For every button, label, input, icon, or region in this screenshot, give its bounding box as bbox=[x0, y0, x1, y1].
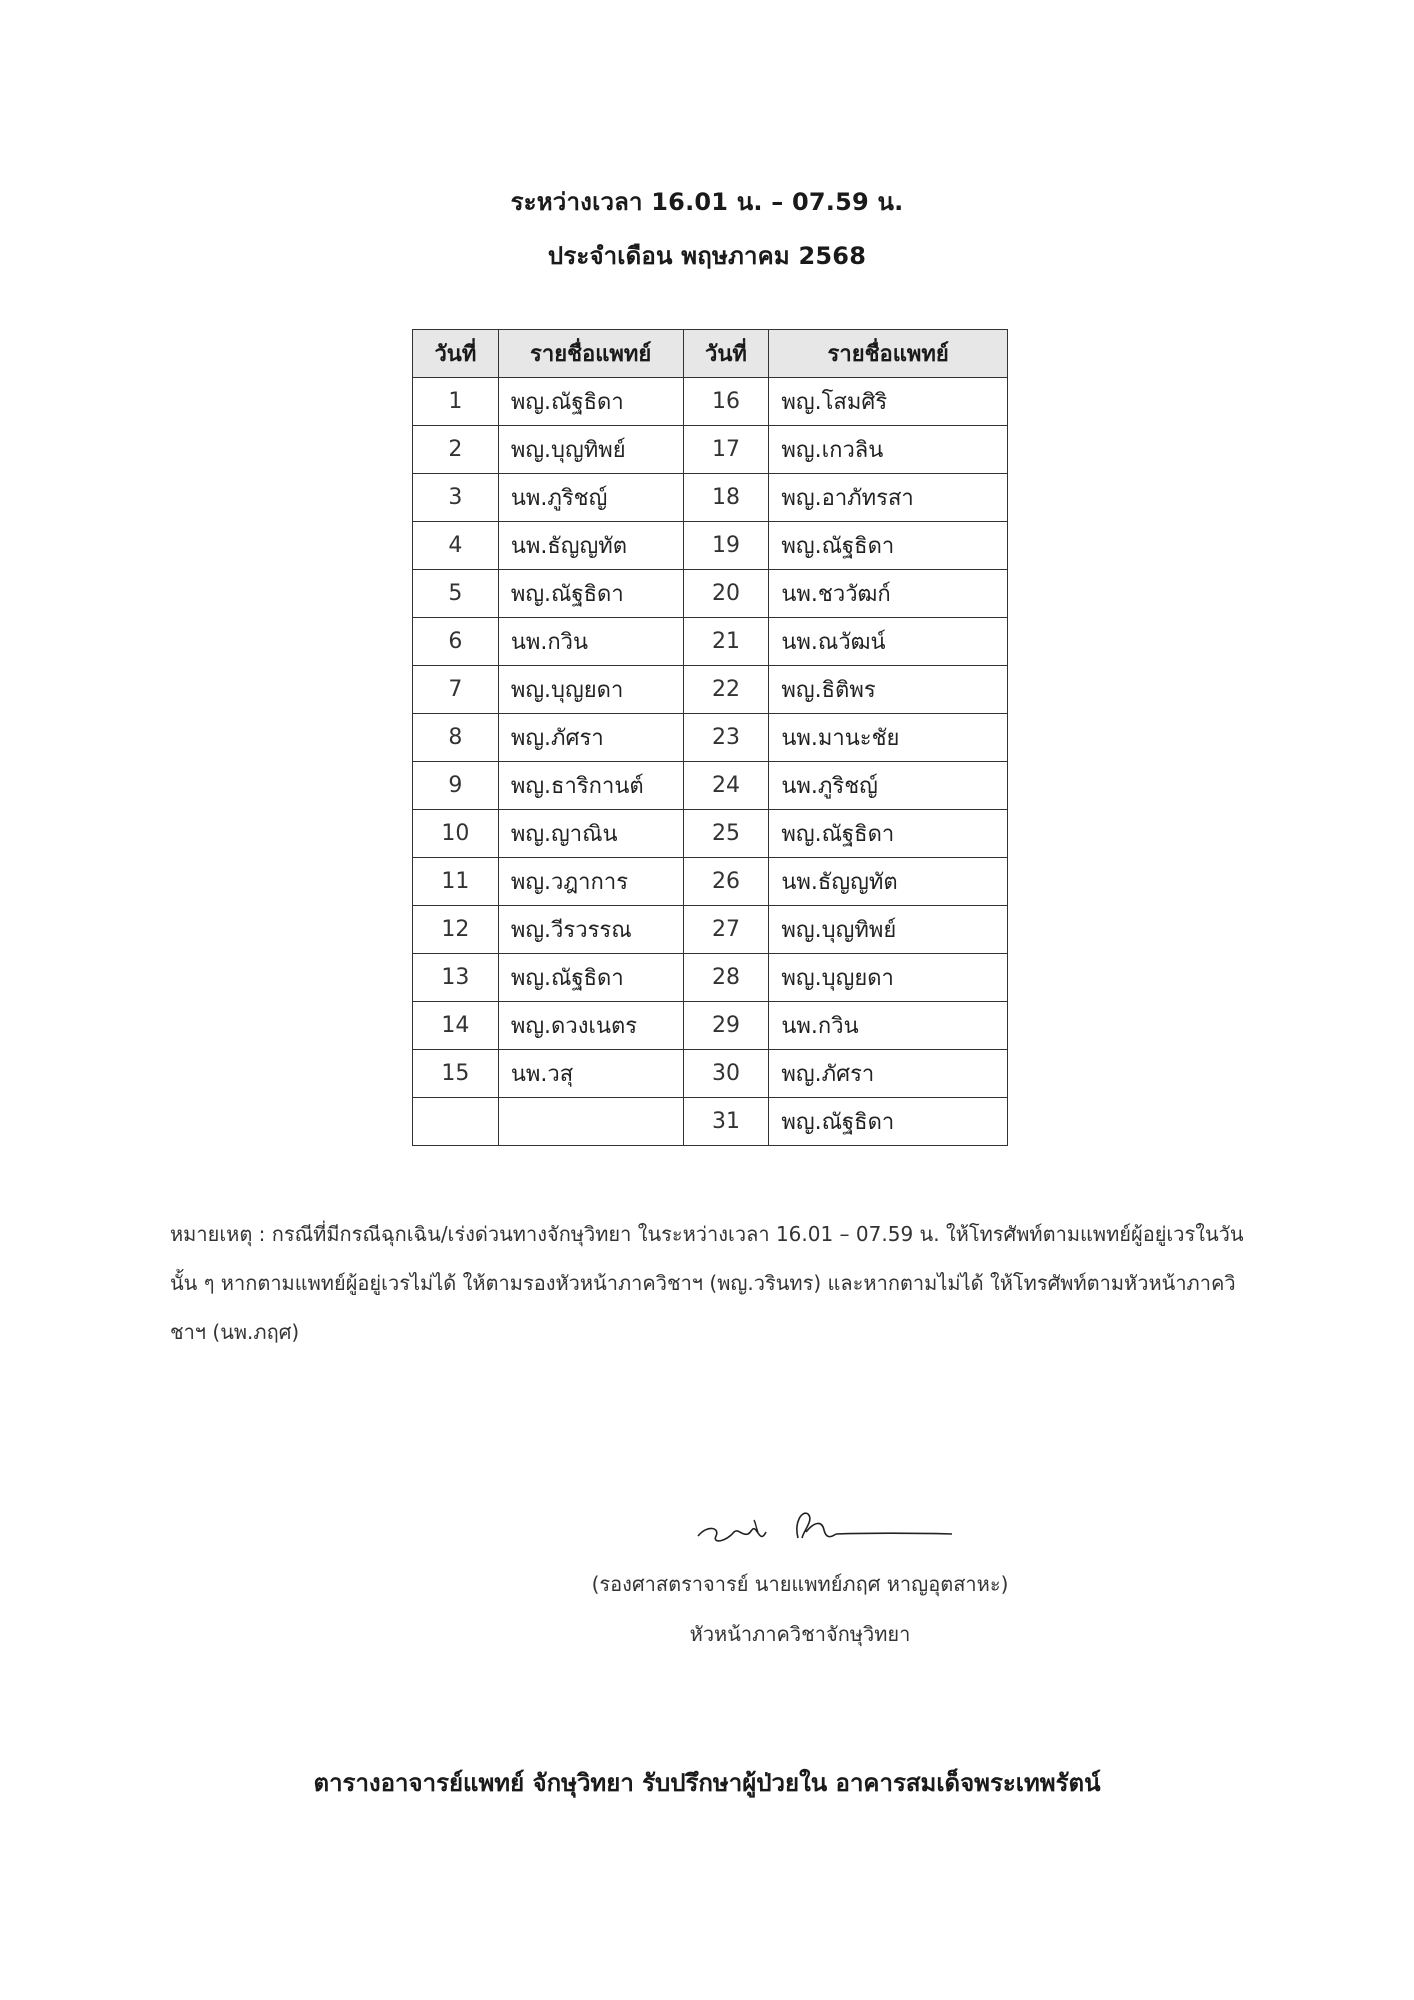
day-cell: 10 bbox=[413, 810, 499, 858]
doctor-name-cell: นพ.วสุ bbox=[498, 1050, 683, 1098]
day-cell: 13 bbox=[413, 954, 499, 1002]
day-cell bbox=[413, 1098, 499, 1146]
day-cell: 6 bbox=[413, 618, 499, 666]
doctor-name-cell: นพ.กวิน bbox=[498, 618, 683, 666]
table-row bbox=[413, 666, 1008, 714]
day-cell: 12 bbox=[413, 906, 499, 954]
table-row bbox=[413, 714, 1008, 762]
table-row bbox=[413, 522, 1008, 570]
day-cell: 28 bbox=[683, 954, 769, 1002]
doctor-name-cell: พญ.ภัศรา bbox=[498, 714, 683, 762]
doctor-name-cell: นพ.ธัญญทัต bbox=[769, 858, 1008, 906]
day-cell: 1 bbox=[413, 378, 499, 426]
header-doctor-left: รายชื่อแพทย์ bbox=[498, 330, 683, 378]
title-month: ประจำเดือน พฤษภาคม 2568 bbox=[547, 242, 867, 270]
doctor-name-cell: นพ.มานะชัย bbox=[769, 714, 1008, 762]
doctor-name-cell: พญ.ณัฐธิดา bbox=[769, 810, 1008, 858]
day-cell: 19 bbox=[683, 522, 769, 570]
table-row bbox=[413, 1002, 1008, 1050]
table-row bbox=[413, 474, 1008, 522]
table-row bbox=[413, 378, 1008, 426]
day-cell: 2 bbox=[413, 426, 499, 474]
duty-roster-table bbox=[412, 329, 1008, 1146]
doctor-name-cell: นพ.ภูริชญ์ bbox=[769, 762, 1008, 810]
signatory-name: (รองศาสตราจารย์ นายแพทย์ภฤศ หาญอุตสาหะ) bbox=[591, 1572, 1009, 1596]
day-cell: 3 bbox=[413, 474, 499, 522]
day-cell: 20 bbox=[683, 570, 769, 618]
day-cell: 31 bbox=[683, 1098, 769, 1146]
day-cell: 16 bbox=[683, 378, 769, 426]
title-time-range: ระหว่างเวลา 16.01 น. – 07.59 น. bbox=[510, 188, 904, 216]
doctor-name-cell: พญ.ณัฐธิดา bbox=[498, 954, 683, 1002]
day-cell: 5 bbox=[413, 570, 499, 618]
table-row bbox=[413, 906, 1008, 954]
footer-title: ตารางอาจารย์แพทย์ จักษุวิทยา รับปรึกษาผู้ป่วยใน อาคารสมเด็จพระเทพรัตน์ bbox=[313, 1769, 1101, 1797]
day-cell: 24 bbox=[683, 762, 769, 810]
day-cell: 15 bbox=[413, 1050, 499, 1098]
day-cell: 21 bbox=[683, 618, 769, 666]
doctor-name-cell: พญ.ณัฐธิดา bbox=[498, 378, 683, 426]
header-day-left: วันที่ bbox=[413, 330, 499, 378]
day-cell: 17 bbox=[683, 426, 769, 474]
doctor-name-cell: พญ.วีรวรรณ bbox=[498, 906, 683, 954]
day-cell: 22 bbox=[683, 666, 769, 714]
header-day-right: วันที่ bbox=[683, 330, 769, 378]
doctor-name-cell: นพ.ธัญญทัต bbox=[498, 522, 683, 570]
day-cell: 7 bbox=[413, 666, 499, 714]
doctor-name-cell: พญ.ณัฐธิดา bbox=[769, 1098, 1008, 1146]
doctor-name-cell: นพ.ชววัฒก์ bbox=[769, 570, 1008, 618]
doctor-name-cell: พญ.บุญยดา bbox=[498, 666, 683, 714]
table-row bbox=[413, 426, 1008, 474]
table-header-row bbox=[413, 330, 1008, 378]
doctor-name-cell: พญ.บุญทิพย์ bbox=[769, 906, 1008, 954]
table-row bbox=[413, 570, 1008, 618]
table-row bbox=[413, 954, 1008, 1002]
day-cell: 11 bbox=[413, 858, 499, 906]
doctor-name-cell: พญ.ดวงเนตร bbox=[498, 1002, 683, 1050]
doctor-name-cell: พญ.ณัฐธิดา bbox=[498, 570, 683, 618]
doctor-name-cell: พญ.วฎาการ bbox=[498, 858, 683, 906]
header-doctor-right: รายชื่อแพทย์ bbox=[769, 330, 1008, 378]
doctor-name-cell: พญ.บุญทิพย์ bbox=[498, 426, 683, 474]
doctor-name-cell: พญ.ธาริกานต์ bbox=[498, 762, 683, 810]
doctor-name-cell: พญ.ญาณิน bbox=[498, 810, 683, 858]
table-row bbox=[413, 762, 1008, 810]
doctor-name-cell: นพ.ภูริชญ์ bbox=[498, 474, 683, 522]
day-cell: 25 bbox=[683, 810, 769, 858]
day-cell: 29 bbox=[683, 1002, 769, 1050]
doctor-name-cell: นพ.ณวัฒน์ bbox=[769, 618, 1008, 666]
handwritten-signature bbox=[690, 1502, 960, 1554]
day-cell: 18 bbox=[683, 474, 769, 522]
day-cell: 26 bbox=[683, 858, 769, 906]
table-row bbox=[413, 858, 1008, 906]
doctor-name-cell bbox=[498, 1098, 683, 1146]
day-cell: 27 bbox=[683, 906, 769, 954]
day-cell: 30 bbox=[683, 1050, 769, 1098]
doctor-name-cell: พญ.โสมศิริ bbox=[769, 378, 1008, 426]
doctor-name-cell: พญ.บุญยดา bbox=[769, 954, 1008, 1002]
remark-note: หมายเหตุ : กรณีที่มีกรณีฉุกเฉิน/เร่งด่วนทางจักษุวิทยา ในระหว่างเวลา 16.01 – 07.59 น. ให้โทรศัพท์ตามแพทย์ผู้อยู่เวรในวันนั้น ๆ หากตามแพทย์ผู้อยู่เวรไม่ได้ ให้ตามรองหัวหน้าภาควิชาฯ (พญ.วรินทร) และหากตามไม่ได้ ให้โทรศัพท์ตามหัวหน้าภาควิชาฯ (นพ.ภฤศ) bbox=[170, 1222, 1244, 1344]
table-body bbox=[413, 378, 1008, 1146]
table-row bbox=[413, 1098, 1008, 1146]
table-row bbox=[413, 810, 1008, 858]
doctor-name-cell: พญ.อาภัทรสา bbox=[769, 474, 1008, 522]
doctor-name-cell: นพ.กวิน bbox=[769, 1002, 1008, 1050]
table-row bbox=[413, 1050, 1008, 1098]
day-cell: 14 bbox=[413, 1002, 499, 1050]
doctor-name-cell: พญ.เกวลิน bbox=[769, 426, 1008, 474]
doctor-name-cell: พญ.ธิติพร bbox=[769, 666, 1008, 714]
table-row bbox=[413, 618, 1008, 666]
day-cell: 8 bbox=[413, 714, 499, 762]
day-cell: 4 bbox=[413, 522, 499, 570]
day-cell: 9 bbox=[413, 762, 499, 810]
signatory-position: หัวหน้าภาควิชาจักษุวิทยา bbox=[689, 1622, 911, 1646]
day-cell: 23 bbox=[683, 714, 769, 762]
doctor-name-cell: พญ.ภัศรา bbox=[769, 1050, 1008, 1098]
doctor-name-cell: พญ.ณัฐธิดา bbox=[769, 522, 1008, 570]
